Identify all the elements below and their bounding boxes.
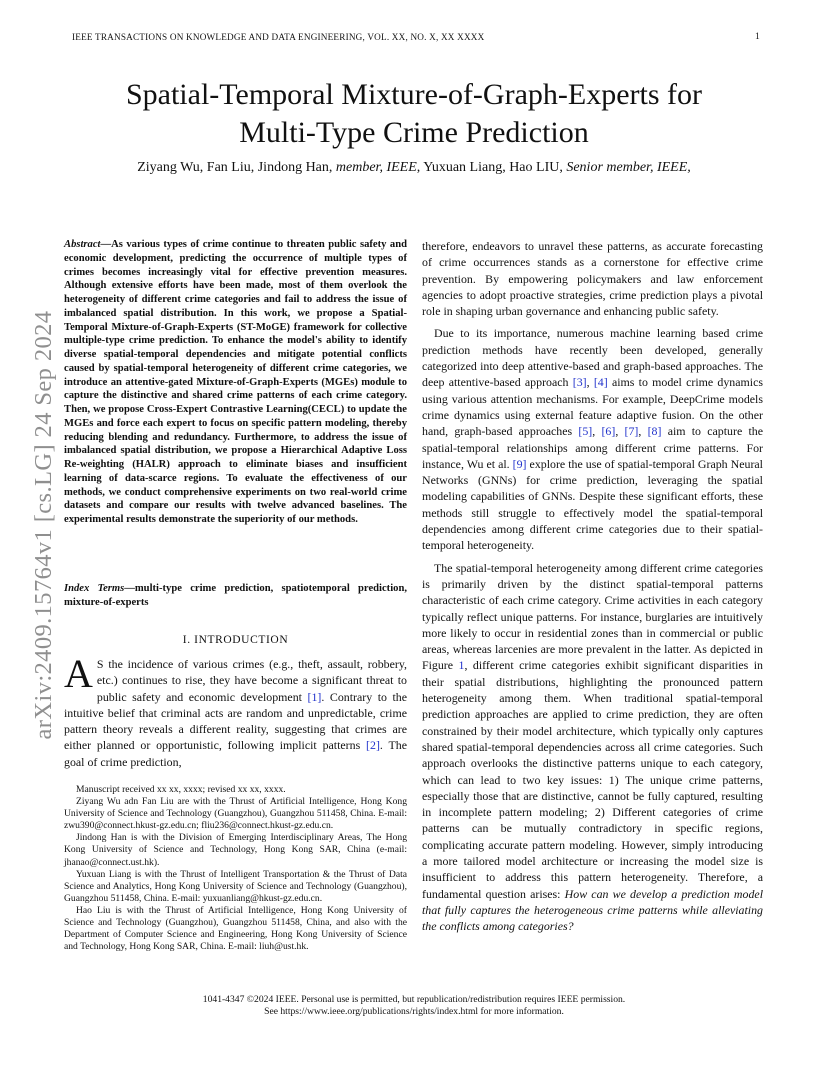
title-line-1: Spatial-Temporal Mixture-of-Graph-Experts for [125,78,703,111]
text-run: , [638,424,648,439]
right-column [422,238,763,934]
text-run: The spatial-temporal heterogeneity among different crime categories is primarily driven by the distinct spatial-temporal patterns characteristic of each crime category. Crime activities in each category typically reflect unique patterns. For instance, burglaries are intuitively more likely to occur in residential zones than in commercial or public areas, whereas larcenies are more prevalent in the latter. As depicted in Figure [422,560,763,673]
copyright-line-1: 1041-4347 ©2024 IEEE. Personal use is permitted, but republication/redistribution requires IEEE permission. [202,994,626,1005]
intro-text-3: . The goal of crime prediction, [64,738,407,769]
footnote: Manuscript received xx xx, xxxx; revised xx xx, xxxx. [76,784,286,795]
intro-text-2: . Contrary to the intuitive belief that criminal acts are random and unpredictable, crime pattern theory reveals a different reality, suggesting that crimes are either planned or opportunistic, following implicit patterns [64,689,408,753]
paragraph [422,560,763,935]
citation-link[interactable]: [5] [578,424,593,439]
index-terms [64,582,407,610]
paragraph [422,325,763,553]
footnotes [64,784,407,953]
page-number: 1 [755,32,760,42]
text-run: , [586,375,594,390]
footnote: Ziyang Wu adn Fan Liu are with the Thrust of Artificial Intelligence, Hong Kong University of Science and Technology (Guangzhou), Guangzhou 511458, China. E-mail: zwu390@connect.hkust-gz.edu.cn; fliu236@connect.hkust-gz.edu.cn. [64,796,407,832]
copyright-notice [60,994,768,1018]
citation-link[interactable]: [2] [366,738,380,753]
text-run: Due to its importance, numerous machine learning based crime prediction methods have recently been developed, generally categorized into deep attentive-based and graph-based approaches. The deep attentive-based approach [422,326,763,390]
paper-title [40,76,788,152]
index-terms-text: —multi-type crime prediction, spatiotemporal prediction, mixture-of-experts [64,583,407,608]
citation-link[interactable]: [9] [512,456,527,471]
authors-part-a: Ziyang Wu, Fan Liu, Jindong Han, [137,160,336,175]
index-terms-label: Index Terms [64,583,125,594]
paragraph: therefore, endeavors to unravel these patterns, as accurate forecasting of crime occurrences stands as a cornerstone for effective crime prevention. By empowering policymakers and law enforcement agencies to adopt proactive strategies, crime prediction plays a pivotal role in shaping urban governance and enhancing public safety. [422,239,763,319]
arxiv-stamp: arXiv:2409.15764v1 [cs.LG] 24 Sep 2024 [30,310,57,740]
authors-role-a: member, IEEE [335,160,417,175]
text-run: , different crime categories exhibit significant disparities in their spatial distributions, highlighting the pronounced pattern heterogeneity among them. When traditional spatial-temporal prediction approaches are applied to crime prediction, they are often constrained by their model architecture, which typically only captures shared spatial-temporal dependencies across all crime categories. Such approach overlooks the distinctive patterns unique to each category, which can lead to two key issues: 1) The unique crime patterns, especially those that are distinctive, cannot be fully captured, resulting in incomplete pattern modeling; 2) Different categories of crime patterns can be mutually contradictory in specific regions, complicating accurate pattern modeling. However, simply introducing a more tailored model architecture or increasing the model size is insufficient to address this pattern heterogeneity. Therefore, a fundamental question arises: [422,658,763,901]
footnote: Yuxuan Liang is with the Thrust of Intelligent Transportation & the Thrust of Data Science and Analytics, Hong Kong University of Science and Technology (Guangzhou), Guangzhou 511458, China. E-mail: yuxuanliang@hkust-gz.edu.cn. [64,868,407,904]
research-question: How can we develop a prediction model that fully captures the heterogeneous crime patterns while alleviating the conflicts among categories? [422,886,763,934]
text-run: explore the use of spatial-temporal Graph Neural Networks (GNNs) for crime prediction, leveraging the spatial modeling capabilities of GNNs. Despite these significant efforts, these methods still struggle to effectively model the spatial-temporal dependencies among different crime categories due to their spatial-temporal heterogeneity. [422,456,763,553]
figure-link[interactable]: 1 [458,658,465,673]
running-header: IEEE TRANSACTIONS ON KNOWLEDGE AND DATA ENGINEERING, VOL. XX, NO. X, XX XXXX [72,32,485,42]
drop-cap: A [64,651,93,696]
section-heading: I. INTRODUCTION [182,634,289,646]
intro-text-1: S the incidence of various crimes (e.g., theft, assault, robbery, etc.) continues to rise, they have become a significant threat to public safety and economic development [96,657,407,704]
citation-link[interactable]: [8] [647,424,662,439]
abstract-text: —As various types of crime continue to threaten public safety and economic development, predicting the occurrence of multiple types of crimes becomes increasingly vital for effective prevention measures. Although extensive efforts have been made, most of them overlook the heterogeneity of different crime categories and fail to address the issue of imbalanced spatial distribution. In this work, we propose a Spatial-Temporal Mixture-of-Graph-Experts (ST-MoGE) framework for collective multiple-type crime prediction. To enhance the model's ability to identify diverse spatial-temporal dependencies and mitigate potential conflicts caused by spatial-temporal heterogeneity of different crime categories, we introduce an attentive-gated Mixture-of-Graph-Experts (MGEs) module to capture the distinctive and shared crime patterns of each crime category. Then, we propose Cross-Expert Contrastive Learning(CECL) to update the MGEs and force each expert to focus on specific pattern modeling, thereby reducing blending and redundancy. Furthermore, to address the issue of imbalanced spatial distribution, we propose a Hierarchical Adaptive Loss Re-weighting (HALR) approach to eliminate biases and insufficient learning of data-scarce regions. To evaluate the effectiveness of our methods, we conduct comprehensive experiments on two real-world crime datasets and compare our results with twelve advanced baselines. The experimental results demonstrate the superiority of our methods. [64,239,407,525]
abstract-label: Abstract [64,239,101,250]
author-list [40,160,788,176]
authors-role-b: Senior member, IEEE, [566,160,691,175]
abstract [64,238,407,527]
footnote: Jindong Han is with the Division of Emerging Interdisciplinary Areas, The Hong Kong University of Science and Technology, Hong Kong SAR, China (e-mail: jhanao@connect.ust.hk). [64,832,407,868]
copyright-line-2: See https://www.ieee.org/publications/rights/index.html for more information. [264,1006,564,1018]
citation-link[interactable]: [1] [307,689,322,704]
footnote: Hao Liu is with the Thrust of Artificial Intelligence, Hong Kong University of Science and Technology (Guangzhou), Guangzhou 511458, China, and also with the Department of Computer Science and Engineering, Hong Kong University of Science and Technology, Hong Kong SAR, China. E-mail: liuh@ust.hk. [64,904,407,953]
authors-part-b: , Yuxuan Liang, Hao LIU, [416,160,567,175]
citation-link[interactable]: [3] [572,375,587,390]
text-run: , [615,424,625,439]
intro-paragraph [64,651,408,770]
citation-link[interactable]: [7] [624,424,639,439]
title-line-2: Multi-Type Crime Prediction [239,116,589,149]
citation-link[interactable]: [6] [601,424,616,439]
citation-link[interactable]: [4] [593,375,608,390]
text-run: aim to capture the spatial-temporal relationships among different crime patterns. For instance, Wu et al. [422,424,763,471]
text-run: aims to model crime dynamics using various attention mechanisms. For example, DeepCrime models crime dynamics using external feature adaptive fusion. On the other hand, graph-based approaches [422,375,763,439]
text-run: , [592,424,602,439]
